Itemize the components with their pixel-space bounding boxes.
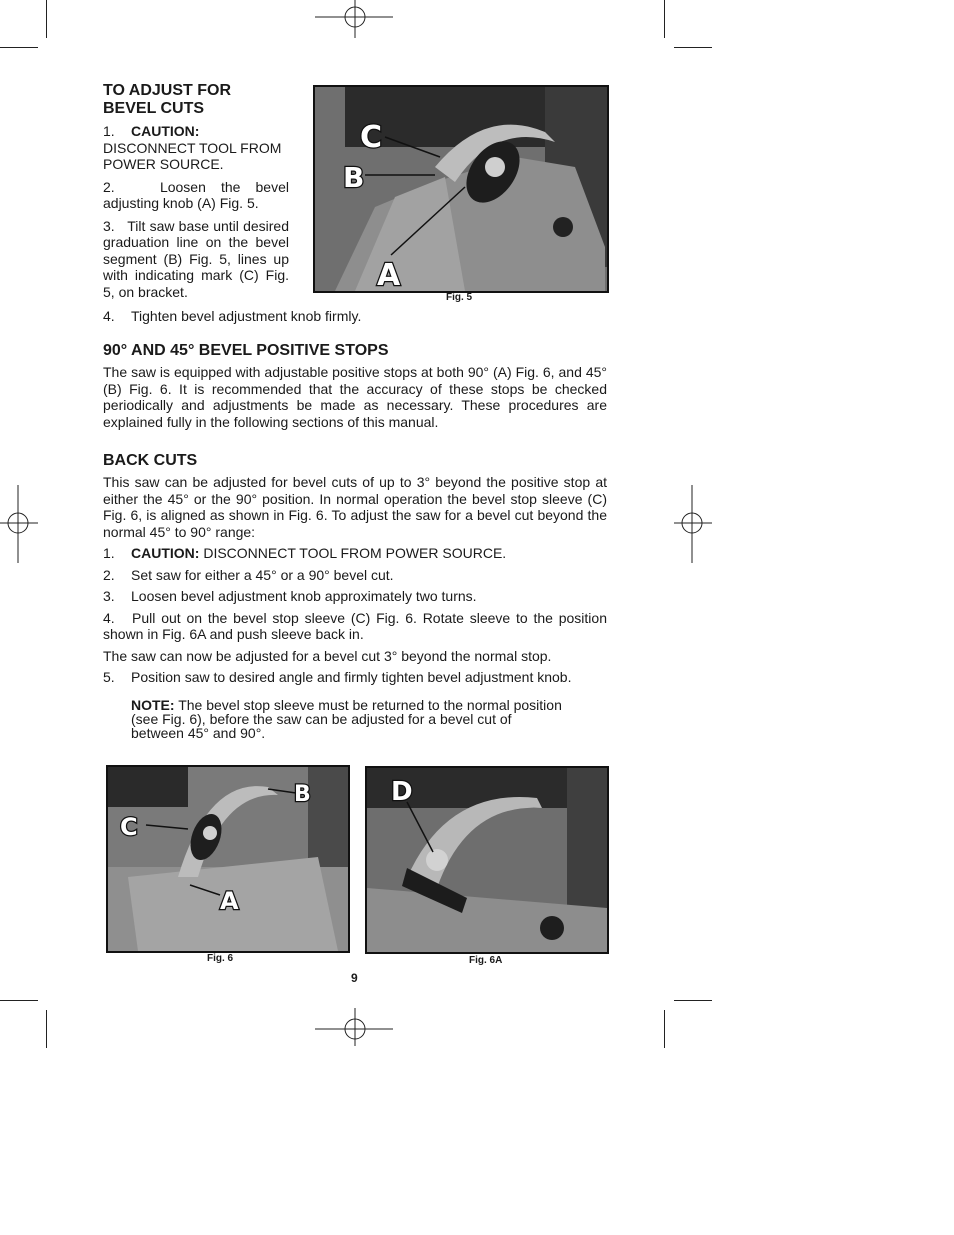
bevel-step-1: 1. CAUTION: DISCONNECT TOOL FROM POWER SOURCE. (103, 123, 282, 172)
positive-stops-body: The saw is equipped with adjustable positive stops at both 90° (A) Fig. 6, and 45° (B) Fig. 6. It is recommended that the accuracy of these stops be checked periodically and adjustments be made as necessary. These procedures are explained fully in the following sections of this manual. (103, 364, 607, 430)
back-mid-text: The saw can now be adjusted for a bevel cut 3° beyond the normal stop. (103, 647, 552, 664)
bevel-step-3: 3. Tilt saw base until desired graduation line on the bevel segment (B) Fig. 5, lines up with indicating mark (C) Fig. 5, on bracket. (103, 217, 289, 300)
fig6-caption: Fig. 6 (207, 953, 234, 964)
fig5-label-c: C (360, 120, 383, 155)
registration-mark-top (315, 0, 395, 40)
fig6-label-b: B (294, 782, 311, 807)
fig5-illustration (315, 87, 607, 291)
back-note: NOTE: The bevel stop sleeve must be returned to the normal position (see Fig. 6), before the saw can be adjusted for a bevel cut of between 45° and 90°. (131, 696, 562, 741)
registration-mark-left (0, 485, 40, 565)
bevel-step-4: 4. Tighten bevel adjustment knob firmly. (103, 308, 362, 324)
registration-mark-right (672, 485, 712, 565)
positive-stops-heading: 90° AND 45° BEVEL POSITIVE STOPS (103, 342, 389, 359)
fig5-label-b: B (343, 161, 365, 194)
bevel-step-2: 2. Loosen the bevel adjusting knob (A) Fig. 5. (103, 178, 289, 211)
back-cuts-intro: This saw can be adjusted for bevel cuts of up to 3° beyond the positive stop at either the 45° or the 90° position. In normal operation the bevel stop sleeve (C) Fig. 6, is aligned as shown in Fig. 6. To adjust the saw for a bevel cut beyond the normal 45° to 90° range: (103, 474, 607, 540)
fig6a-label-d: D (391, 777, 413, 807)
fig5-label-a: A (377, 258, 401, 291)
fig6a-illustration (367, 768, 607, 952)
back-step-5: 5. Position saw to desired angle and firmly tighten bevel adjustment knob. (103, 669, 572, 685)
fig6a-caption: Fig. 6A (469, 955, 503, 966)
registration-mark-bottom (315, 1008, 395, 1048)
back-step-3: 3. Loosen bevel adjustment knob approximately two turns. (103, 588, 477, 604)
fig6a-photo (365, 766, 609, 954)
back-step-1: 1. CAUTION: DISCONNECT TOOL FROM POWER SOURCE. (103, 545, 507, 561)
fig5-photo (313, 85, 609, 293)
fig6-photo (106, 765, 350, 953)
bevel-cuts-section (103, 82, 289, 300)
fig5-caption: Fig. 5 (446, 292, 473, 303)
fig6-label-a: A (220, 887, 239, 915)
fig6-illustration (108, 767, 348, 951)
fig6-label-c: C (120, 813, 138, 841)
bevel-cuts-heading: TO ADJUST FOR BEVEL CUTS (103, 82, 232, 117)
back-cuts-section (103, 452, 607, 740)
back-step-4: 4. Pull out on the bevel stop sleeve (C) Fig. 6. Rotate sleeve to the position shown in Fig. 6A and push sleeve back in. (103, 609, 607, 642)
positive-stops-section (103, 342, 607, 430)
back-cuts-heading: BACK CUTS (103, 452, 198, 469)
page-number: 9 (351, 971, 358, 985)
back-step-2: 2. Set saw for either a 45° or a 90° bevel cut. (103, 566, 394, 583)
